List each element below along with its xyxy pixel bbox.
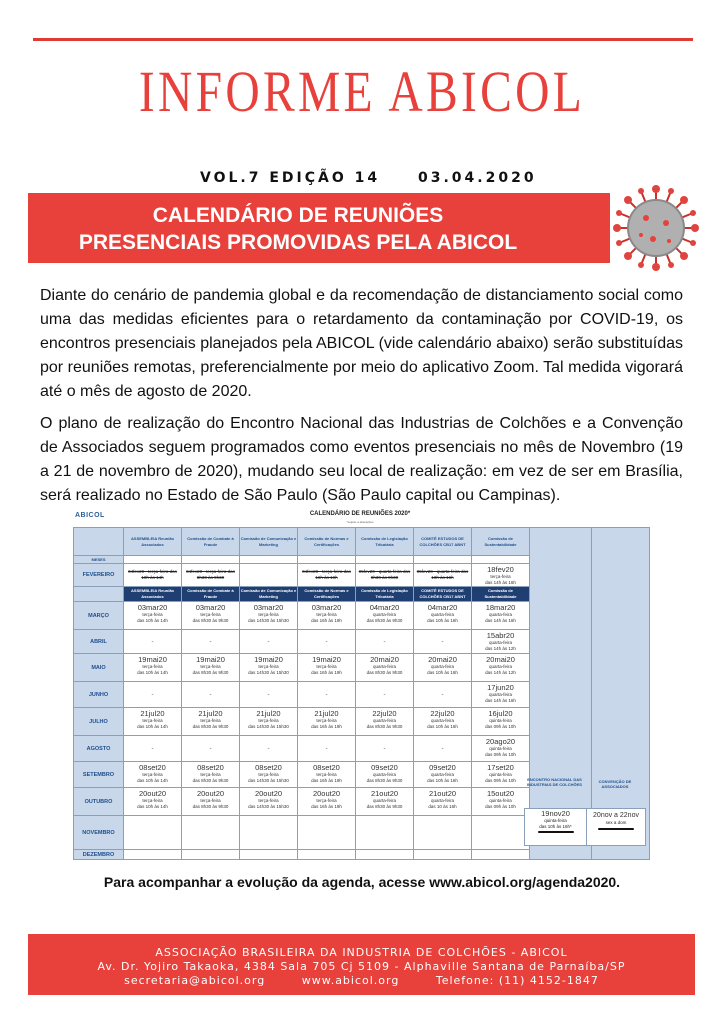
month-label: NOVEMBRO (74, 816, 124, 850)
meeting-date: 09set20 (429, 763, 456, 772)
no-meeting: - (383, 638, 386, 645)
meeting-date: 17set20 (487, 763, 514, 772)
meeting-date: 20mai20 (428, 655, 457, 664)
meeting-time: das 8h30 às 9h30 (192, 777, 229, 783)
meeting-time: das 14h30 às 15h30 (248, 723, 289, 729)
meeting-date: 19nov20 (541, 809, 570, 818)
no-meeting: - (383, 745, 386, 752)
no-meeting: - (209, 745, 212, 752)
meeting-time: das 8h30 às 9h30 (192, 803, 229, 809)
footer-banner (28, 934, 695, 995)
meeting-time: das 16h às 19h (311, 669, 342, 675)
meeting-date: 18fev20 (487, 565, 514, 574)
month-label: MARÇO (74, 602, 124, 630)
no-meeting: - (441, 638, 444, 645)
meeting-day: quarta-feira (372, 718, 396, 723)
calendar-subtitle: *sujeito a alterações (346, 520, 374, 524)
coronavirus-icon (611, 183, 701, 273)
meeting-date: 20nov a 22nov (593, 812, 639, 819)
col-header-repeat: COMITÊ ESTUDOS DE COLCHÕES CB17 ABNT (414, 587, 472, 602)
col-header-repeat: ASSEMBLEIA Reunião Associados (124, 587, 182, 602)
meeting-time: das 14h às 16h (485, 697, 516, 703)
encontro-cell (524, 808, 587, 846)
no-meeting: - (325, 638, 328, 645)
header-blank (74, 528, 124, 556)
meeting-day: quarta-feira (488, 612, 512, 617)
meeting-day: terça-feira (316, 664, 337, 669)
meeting-time: das 14h30 às 15h30 (248, 777, 289, 783)
meeting-date: 22jul20 (430, 709, 455, 718)
no-meeting: - (441, 691, 444, 698)
col-header-repeat: Comissão de Normas e Certificações (298, 587, 356, 602)
footer-org: ASSOCIAÇÃO BRASILEIRA DA INDUSTRIA DE COLCHÕES - ABICOL (155, 946, 568, 959)
calendar-image (60, 508, 663, 856)
meeting-date: 17jun20 (487, 683, 514, 692)
no-meeting: - (267, 638, 270, 645)
meeting-day: terça-feira (316, 718, 337, 723)
meeting-day: terça-feira (200, 772, 221, 777)
meeting-date: 03mar20 (253, 603, 284, 612)
cancelled-meeting: 04fev20 - terça-feira das 8h30 às 9h30 (186, 569, 235, 580)
col-header: Comissão de Normas e Certificações (298, 528, 356, 556)
meeting-date: 03mar20 (311, 603, 342, 612)
meeting-time: das 10h às 14h (137, 669, 168, 675)
meeting-day: quinta-feira (489, 746, 512, 751)
meeting-time: das 10 às 16h (428, 803, 457, 809)
section-banner (28, 193, 610, 263)
page-title: INFORME ABICOL (138, 59, 586, 124)
meeting-day: terça-feira (142, 798, 163, 803)
meeting-day: quarta-feira (488, 664, 512, 669)
meeting-date: 20mai20 (486, 655, 515, 664)
meeting-date: 21jul20 (314, 709, 339, 718)
col-header: Comissão de Sustentabilidade (472, 528, 530, 556)
meeting-day: terça-feira (142, 612, 163, 617)
meeting-date: 21jul20 (198, 709, 223, 718)
month-header: MESES (74, 556, 124, 564)
meeting-day: quinta-feira (489, 798, 512, 803)
meeting-time: das 14h30 às 15h30 (248, 617, 289, 623)
col-header-repeat: Comissão de Sustentabilidade (472, 587, 530, 602)
meeting-time: das 16h às 19h (311, 723, 342, 729)
meeting-time: das 14h30 às 15h30 (248, 803, 289, 809)
meeting-time: das 10h às 14h (137, 617, 168, 623)
cancelled-meeting: 05fev20 - quarta-feira das 8h30 às 9h30 (358, 569, 411, 580)
calendar-title: CALENDÁRIO DE REUNIÕES 2020* (309, 511, 411, 517)
meeting-date: 21jul20 (256, 709, 281, 718)
meeting-date: 22jul20 (372, 709, 397, 718)
meeting-day: terça-feira (258, 718, 279, 723)
col-header: ASSEMBLEIA Reunião Associados (124, 528, 182, 556)
meeting-date: 04mar20 (427, 603, 458, 612)
col-header: Comissão de Legislação Tributária (356, 528, 414, 556)
meeting-date: 21out20 (428, 789, 457, 798)
meeting-date: 18mar20 (485, 603, 516, 612)
meeting-date: 21out20 (370, 789, 399, 798)
meeting-time: das 10h às 16h* (539, 823, 572, 829)
meeting-day: terça-feira (142, 772, 163, 777)
encontro-header: ENCONTRO NACIONAL DAS INDUSTRIAS DE COLCHÕES (527, 777, 582, 787)
meeting-date: 08set20 (197, 763, 224, 772)
meeting-day: quarta-feira (430, 772, 454, 777)
month-label: SETEMBRO (74, 762, 124, 788)
meeting-day: quarta-feira (430, 718, 454, 723)
col-header: COMITÊ ESTUDOS DE COLCHÕES CB17 ABNT (414, 528, 472, 556)
meeting-time: das 14h às 12h (485, 645, 516, 651)
meeting-date: 20mai20 (370, 655, 399, 664)
convencao-header: CONVENÇÃO DE ASSOCIADOS (598, 779, 632, 789)
meeting-time: das 10h às 16h (427, 723, 458, 729)
no-meeting: - (383, 691, 386, 698)
meeting-date: 20out20 (312, 789, 341, 798)
footer-address: Av. Dr. Yojiro Takaoka, 4384 Sala 705 Cj 5109 - Alphaville Santana de Parnaíba/SP (97, 960, 626, 973)
month-label: ABRIL (74, 630, 124, 654)
meeting-date: 20out20 (254, 789, 283, 798)
no-meeting: - (325, 691, 328, 698)
meeting-time: das 16h às 19h (311, 803, 342, 809)
meeting-day: terça-feira (258, 664, 279, 669)
meeting-day: terça-feira (316, 612, 337, 617)
meeting-time: das 10h às 14h (137, 723, 168, 729)
cancelled-meeting: 04fev20 - terça-feira das 10h às 14h (128, 569, 177, 580)
col-header-repeat: Comissão de Legislação Tributária (356, 587, 414, 602)
meeting-day: quarta-feira (372, 772, 396, 777)
col-header: Comissão de Combate à Fraude (182, 528, 240, 556)
meeting-time: das 14h30 às 15h30 (248, 669, 289, 675)
meeting-day: terça-feira (258, 612, 279, 617)
meeting-day: terça-feira (490, 574, 511, 579)
meeting-day: quarta-feira (372, 612, 396, 617)
meeting-day: quinta-feira (489, 772, 512, 777)
meeting-time: das 8h30 às 9h30 (366, 803, 403, 809)
no-meeting: - (151, 745, 154, 752)
footer-contacts (28, 974, 695, 988)
no-meeting: - (151, 638, 154, 645)
meeting-time: das 8h30 às 9h30 (366, 669, 403, 675)
volume-edition: VOL.7 EDIÇÃO 14 (200, 170, 381, 186)
meeting-time: das 10h às 14h (137, 803, 168, 809)
meeting-day: terça-feira (200, 798, 221, 803)
no-meeting: - (441, 745, 444, 752)
meeting-day: quinta-feira (489, 718, 512, 723)
month-label: FEVEREIRO (74, 564, 124, 587)
meeting-time: das 8h30 às 9h30 (192, 723, 229, 729)
month-label: JUNHO (74, 682, 124, 708)
meeting-day: terça-feira (200, 718, 221, 723)
meeting-date: 08set20 (313, 763, 340, 772)
meeting-day: quarta-feira (430, 612, 454, 617)
meeting-time: das 10h às 14h (137, 777, 168, 783)
meeting-time: das 14h às 12h (485, 669, 516, 675)
meeting-date: 03mar20 (195, 603, 226, 612)
meeting-day: quinta-feira (544, 818, 567, 823)
meeting-day: quarta-feira (488, 640, 512, 645)
underline-mark (538, 831, 574, 833)
meeting-time: das 09h às 10h (485, 751, 516, 757)
meeting-date: 19mai20 (312, 655, 341, 664)
cancelled-meeting: 05fev20 - quarta-feira das 10h às 16h (416, 569, 469, 580)
col-header: Comissão de Comunicação e Marketing (240, 528, 298, 556)
meeting-time: das 09h às 10h (485, 777, 516, 783)
issue-date: 03.04.2020 (418, 170, 537, 186)
meeting-time: das 16h às 19h (311, 617, 342, 623)
meeting-date: 08set20 (139, 763, 166, 772)
col-header-repeat: Comissão de Comunicação e Marketing (240, 587, 298, 602)
meeting-day: sex a dom (605, 820, 627, 825)
meeting-date: 20out20 (196, 789, 225, 798)
meeting-date: 03mar20 (137, 603, 168, 612)
meeting-day: quarta-feira (430, 798, 454, 803)
month-label: DEZEMBRO (74, 850, 124, 860)
calendar-logo: ABICOL (75, 512, 105, 519)
meeting-time: das 09h às 10h (485, 723, 516, 729)
meeting-date: 15abr20 (486, 631, 515, 640)
meeting-time: das 8h30 às 9h30 (366, 777, 403, 783)
no-meeting: - (267, 691, 270, 698)
no-meeting: - (151, 691, 154, 698)
meeting-day: terça-feira (258, 772, 279, 777)
meeting-date: 09set20 (371, 763, 398, 772)
meeting-date: 21jul20 (140, 709, 165, 718)
no-meeting: - (267, 745, 270, 752)
footer-website[interactable]: www.abicol.org (301, 974, 400, 987)
meeting-date: 08set20 (255, 763, 282, 772)
no-meeting: - (209, 638, 212, 645)
meeting-date: 16jul20 (488, 709, 513, 718)
no-meeting: - (325, 745, 328, 752)
meeting-day: quarta-feira (430, 664, 454, 669)
underline-mark (598, 828, 634, 830)
footer-phone: Telefone: (11) 4152-1847 (435, 974, 599, 987)
col-header-repeat: Comissão de Combate à Fraude (182, 587, 240, 602)
agenda-link-note: Para acompanhar a evolução da agenda, acesse www.abicol.org/agenda2020. (103, 874, 621, 890)
meeting-time: das 8h30 às 9h30 (192, 617, 229, 623)
banner-line-1: CALENDÁRIO DE REUNIÕES (152, 204, 444, 227)
convencao-cell (586, 808, 646, 846)
meeting-date: 04mar20 (369, 603, 400, 612)
top-rule (33, 38, 693, 41)
meeting-date: 20ago20 (485, 737, 516, 746)
meeting-day: terça-feira (142, 718, 163, 723)
meeting-date: 19mai20 (138, 655, 167, 664)
meeting-time: das 14h às 16h (485, 579, 516, 585)
meeting-day: terça-feira (316, 798, 337, 803)
events-paragraph: O plano de realização do Encontro Nacional das Industrias de Colchões e a Convenção de Associados seguem programados como eventos presenciais no mês de Novembro (19 a 21 de novembro de 2020), mudando seu local de realização: em vez de ser em Brasília, será realizado no Estado de São Paulo (São Paulo capital ou Campinas). (40, 415, 683, 504)
meeting-time: das 10h às 16h (427, 669, 458, 675)
footer-email[interactable]: secretaria@abicol.org (124, 974, 266, 987)
meeting-day: quarta-feira (372, 664, 396, 669)
month-label: OUTUBRO (74, 788, 124, 816)
no-meeting: - (209, 691, 212, 698)
meeting-date: 15out20 (486, 789, 515, 798)
month-label: AGOSTO (74, 736, 124, 762)
meeting-time: das 8h30 às 9h30 (192, 669, 229, 675)
meeting-time: das 09h às 10h (485, 803, 516, 809)
meeting-date: 19mai20 (254, 655, 283, 664)
meeting-date: 19mai20 (196, 655, 225, 664)
intro-paragraph: Diante do cenário de pandemia global e da recomendação de distanciamento social como uma das medidas eficientes para o retardamento da contaminação por COVID-19, os encontros presenciais planejados pela ABICOL (vide calendário abaixo) serão substituídas por reuniões remotas, preferencialmente por meio do aplicativo Zoom. Tal medida vigorará até o mês de agosto de 2020. (40, 287, 683, 400)
cancelled-meeting: 04fev20 - terça-feira das 16h às 19h (302, 569, 351, 580)
meeting-time: das 14h às 16h (485, 617, 516, 623)
meeting-day: quarta-feira (372, 798, 396, 803)
meeting-day: quarta-feira (488, 692, 512, 697)
meeting-day: terça-feira (200, 612, 221, 617)
banner-line-2: PRESENCIAIS PROMOVIDAS PELA ABICOL (78, 231, 518, 254)
meeting-day: terça-feira (258, 798, 279, 803)
meeting-day: terça-feira (200, 664, 221, 669)
meeting-time: das 10h às 16h (427, 777, 458, 783)
meeting-day: terça-feira (142, 664, 163, 669)
meeting-time: das 10h às 16h (427, 617, 458, 623)
meeting-day: terça-feira (316, 772, 337, 777)
meeting-time: das 8h30 às 9h30 (366, 723, 403, 729)
month-label: JULHO (74, 708, 124, 736)
meeting-time: das 8h30 às 9h30 (366, 617, 403, 623)
month-label: MAIO (74, 654, 124, 682)
meeting-time: das 16h às 19h (311, 777, 342, 783)
meeting-date: 20out20 (138, 789, 167, 798)
